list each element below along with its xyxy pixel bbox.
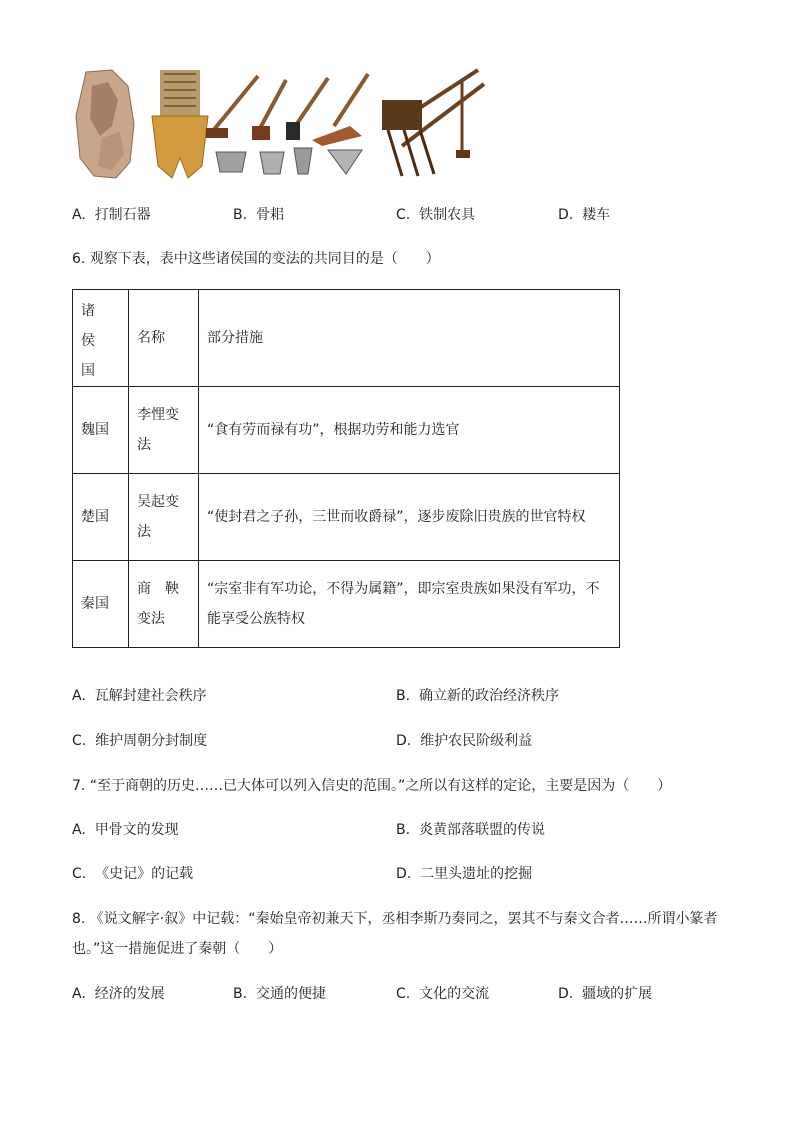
q5-option-a[interactable]: A. 打制石器: [72, 207, 151, 223]
q5-option-c[interactable]: C. 铁制农具: [396, 207, 476, 223]
q5-options: [72, 205, 732, 225]
table-header-row: [73, 290, 620, 387]
q6-option-c[interactable]: C. 维护周朝分封制度: [72, 733, 208, 749]
q6-options-row-1: [72, 686, 732, 706]
q8-options: [72, 984, 732, 1004]
q6-stem: 6. 观察下表，表中这些诸侯国的变法的共同目的是（ ）: [72, 251, 440, 267]
cell-state: 魏国: [73, 387, 129, 474]
q8-option-a[interactable]: A. 经济的发展: [72, 986, 165, 1002]
cell-measure: “食有劳而禄有功”，根据功劳和能力选官: [199, 387, 620, 474]
cell-name: 商 鞅 变法: [129, 561, 199, 648]
table-row: [73, 561, 620, 648]
cell-name: 李悝变法: [129, 387, 199, 474]
q7-stem: 7. “至于商朝的历史……已大体可以列入信史的范围。”之所以有这样的定论，主要是因为（ ）: [72, 778, 672, 794]
q8-stem: 8. 《说文解字·叙》中记载：“秦始皇帝初兼天下，丞相李斯乃奏同之，罢其不与秦文合者……所谓小篆者也。”这一措施促进了秦朝（ ）: [72, 911, 718, 957]
q5-option-d[interactable]: D. 耧车: [558, 207, 611, 223]
bone-spade-image: [152, 70, 208, 178]
q7-options-row-2: [72, 864, 732, 884]
q7-option-d[interactable]: D. 二里头遗址的挖掘: [396, 866, 533, 882]
q8-option-c[interactable]: C. 文化的交流: [396, 986, 490, 1002]
header-state: 诸 侯 国: [73, 290, 129, 387]
q6-table: [72, 289, 620, 648]
header-name: 名称: [129, 290, 199, 387]
q6-options-row-2: [72, 731, 732, 751]
q7-option-c[interactable]: C. 《史记》的记载: [72, 866, 194, 882]
cell-measure: “宗室非有军功论，不得为属籍”，即宗室贵族如果没有军功，不能享受公族特权: [199, 561, 620, 648]
q8-option-b[interactable]: B. 交通的便捷: [233, 986, 326, 1002]
cell-name: 吴起变法: [129, 474, 199, 561]
table-row: [73, 474, 620, 561]
cell-state: 秦国: [73, 561, 129, 648]
q7-option-a[interactable]: A. 甲骨文的发现: [72, 822, 179, 838]
q6-option-b[interactable]: B. 确立新的政治经济秩序: [396, 688, 559, 704]
iron-tools-image: [206, 74, 368, 174]
q7-options-row-1: [72, 820, 732, 840]
q5-images: [72, 66, 492, 184]
q8-option-d[interactable]: D. 疆域的扩展: [558, 986, 653, 1002]
seed-drill-image: [382, 70, 484, 176]
q6-option-d[interactable]: D. 维护农民阶级利益: [396, 733, 533, 749]
stone-tool-image: [76, 70, 134, 178]
q5-option-b[interactable]: B. 骨耜: [233, 207, 284, 223]
q6-option-a[interactable]: A. 瓦解封建社会秩序: [72, 688, 207, 704]
farming-tools-figure: [72, 66, 492, 184]
header-measure: 部分措施: [199, 290, 620, 387]
cell-state: 楚国: [73, 474, 129, 561]
cell-measure: “使封君之子孙，三世而收爵禄”，逐步废除旧贵族的世官特权: [199, 474, 620, 561]
q7-option-b[interactable]: B. 炎黄部落联盟的传说: [396, 822, 545, 838]
table-row: [73, 387, 620, 474]
